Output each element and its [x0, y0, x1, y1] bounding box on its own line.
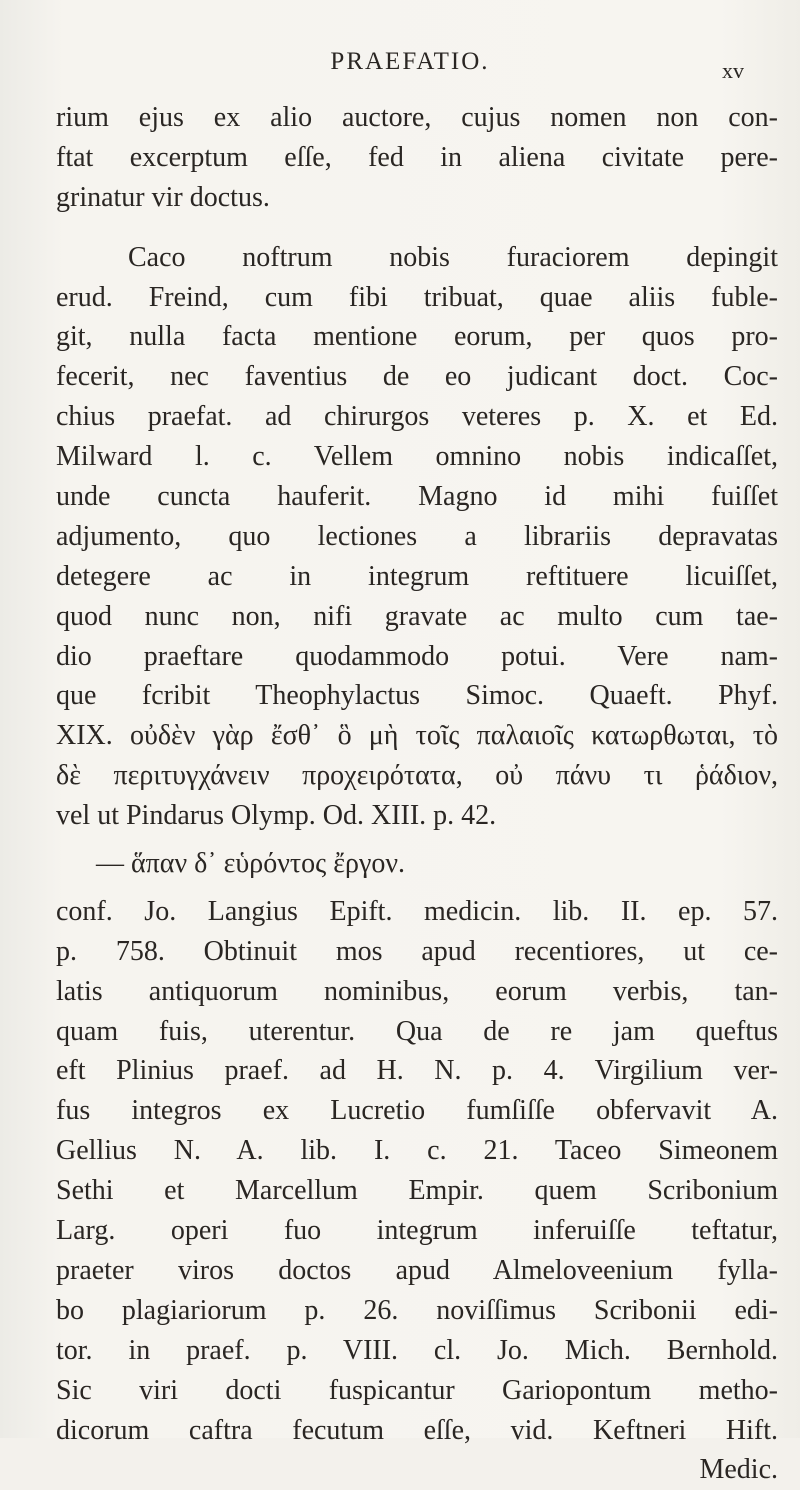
text-line: adjumento, quo lectiones a librariis depravatas [56, 520, 778, 552]
catchword: Medic. [699, 1454, 778, 1486]
page-number: xv [722, 58, 744, 83]
text-line: fus integros ex Lucretio fumſiſſe obfervavit A. [56, 1095, 778, 1127]
text-line: Milward l. c. Vellem omnino nobis indicaſſet, [56, 441, 778, 473]
text-line: bo plagiariorum p. 26. noviſſimus Scribonii edi- [56, 1294, 778, 1326]
text-line: detegere ac in integrum reftituere licuiſſet, [56, 560, 778, 592]
text-line: Sic viri docti fuspicantur Gariopontum metho- [56, 1374, 778, 1406]
running-title: PRAEFATIO. [330, 48, 490, 75]
text-line: rium ejus ex alio auctore, cujus nomen non con- [56, 102, 778, 133]
greek-line: XIX. οὐδὲν γὰρ ἔσθ᾽ ὃ μὴ τοῖς παλαιοῖς κατωρθωται, τὸ [56, 720, 778, 752]
text-line: p. 758. Obtinuit mos apud recentiores, ut ce- [56, 935, 778, 967]
text-line: conf. Jo. Langius Epift. medicin. lib. II. ep. 57. [56, 895, 778, 927]
text-line: vel ut Pindarus Olymp. Od. XIII. p. 42. [56, 800, 497, 832]
body-text [56, 98, 778, 1490]
text-line: fecerit, nec faventius de eo judicant doct. Coc- [56, 361, 778, 393]
text-line: dio praeftare quodammodo potui. Vere nam- [56, 640, 778, 672]
text-line: ftat excerptum eſſe, fed in aliena civitate pere- [56, 141, 778, 173]
text-line: que fcribit Theophylactus Simoc. Quaeft. Phyf. [56, 680, 778, 712]
text-line: quod nunc non, nifi gravate ac multo cum tae- [56, 600, 778, 632]
greek-quote: — ἅπαν δ᾽ εὑρόντος ἔργον. [96, 848, 406, 880]
text-line: quam fuis, uterentur. Qua de re jam queftus [56, 1015, 778, 1047]
text-line: unde cuncta hauferit. Magno id mihi fuiſſet [56, 481, 778, 513]
text-line: dicorum caftra fecutum eſſe, vid. Keftneri Hift. [56, 1414, 778, 1446]
text-line: Gellius N. A. lib. I. c. 21. Taceo Simeonem [56, 1135, 778, 1167]
text-line: erud. Freind, cum fibi tribuat, quae aliis fuble- [56, 281, 778, 313]
text-line: git, nulla facta mentione eorum, per quos pro- [56, 321, 778, 353]
text-line: tor. in praef. p. VIII. cl. Jo. Mich. Bernhold. [56, 1334, 778, 1366]
text-line: grinatur vir doctus. [56, 181, 270, 213]
text-line: eft Plinius praef. ad H. N. p. 4. Virgilium ver- [56, 1055, 778, 1087]
text-line: chius praefat. ad chirurgos veteres p. X. et Ed. [56, 401, 778, 433]
greek-line: δὲ περιτυγχάνειν προχειρότατα, οὐ πάνυ τι ῥάδιον, [56, 760, 778, 792]
text-line: latis antiquorum nominibus, eorum verbis, tan- [56, 975, 778, 1007]
paragraph-start: Caco noftrum nobis furaciorem depingit [128, 241, 778, 273]
text-line: praeter viros doctos apud Almeloveenium fylla- [56, 1254, 778, 1286]
text-line: Sethi et Marcellum Empir. quem Scribonium [56, 1175, 778, 1207]
text-line: Larg. operi fuo integrum inferuiſſe teftatur, [56, 1215, 778, 1247]
